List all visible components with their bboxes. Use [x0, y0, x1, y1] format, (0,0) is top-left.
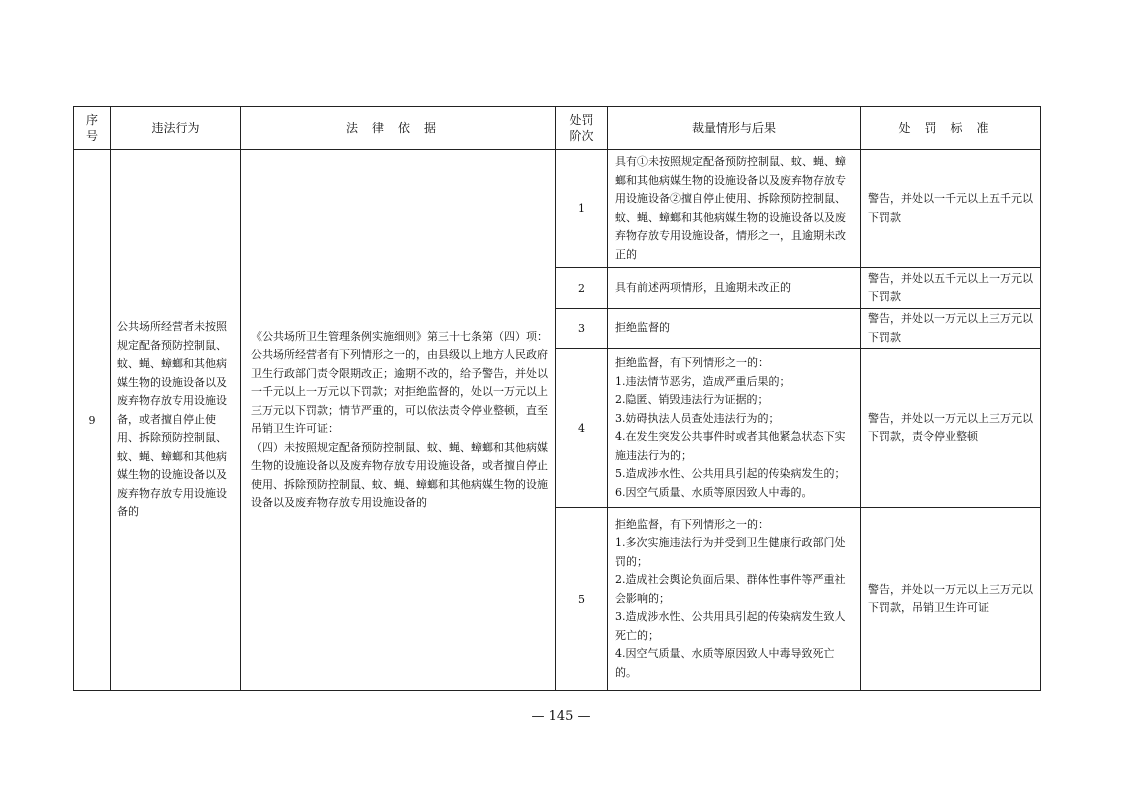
stage-standard: 警告，并处以一万元以上三万元以下罚款，责令停业整顿: [861, 349, 1041, 508]
page-number: — 145 —: [531, 709, 591, 724]
header-circumstances: 裁量情形与后果: [608, 107, 861, 150]
table-row: [74, 150, 1041, 268]
row-seq: 9: [74, 150, 111, 691]
stage-circumstance: 具有前述两项情形，且逾期未改正的: [608, 268, 861, 309]
stage-level: 3: [556, 309, 608, 349]
legal-basis-cell: [241, 150, 556, 691]
legal-basis-para: （四）未按照规定配备预防控制鼠、蚊、蝇、蟑螂和其他病媒生物的设施设备以及废弃物存放专用设施设备，或者擅自停止使用、拆除预防控制鼠、蚊、蝇、蟑螂和其他病媒生物的设施设备以及废弃物存放专用设施设备的: [251, 440, 548, 509]
stage-level: 5: [556, 508, 608, 691]
header-standard: 处罚标准: [861, 107, 1041, 150]
header-row: [74, 107, 1041, 150]
stage-standard: 警告，并处以一万元以上三万元以下罚款，吊销卫生许可证: [861, 508, 1041, 691]
stage-standard: 警告，并处以五千元以上一万元以下罚款: [861, 268, 1041, 309]
stage-level: 2: [556, 268, 608, 309]
header-seq: 序号: [74, 107, 111, 150]
stage-standard: 警告，并处以一万元以上三万元以下罚款: [861, 309, 1041, 349]
stage-circumstance: 具有①未按照规定配备预防控制鼠、蚊、蝇、蟑螂和其他病媒生物的设施设备以及废弃物存放专用设施设备②擅自停止使用、拆除预防控制鼠、蚊、蝇、蟑螂和其他病媒生物的设施设备以及废弃物存放专用设施设备，情形之一，且逾期未改正的: [608, 150, 861, 268]
stage-level: 4: [556, 349, 608, 508]
stage-circumstance: 拒绝监督的: [608, 309, 861, 349]
stage-circumstance: 拒绝监督，有下列情形之一的： 1.多次实施违法行为并受到卫生健康行政部门处罚的； 2.造成社会舆论负面后果、群体性事件等严重社会影响的； 3.造成涉水性、公共用具引起的传染病发生致人死亡的； 4.因空气质量、水质等原因致人中毒导致死亡的。: [608, 508, 861, 691]
stage-circumstance: 拒绝监督，有下列情形之一的： 1.违法情节恶劣，造成严重后果的； 2.隐匿、销毁违法行为证据的； 3.妨碍执法人员查处违法行为的； 4.在发生突发公共事件时或者其他紧急状态下实施违法行为的； 5.造成涉水性、公共用具引起的传染病发生的； 6.因空气质量、水质等原因致人中毒的。: [608, 349, 861, 508]
header-legal-basis: 法律依据: [241, 107, 556, 150]
legal-basis-para: 《公共场所卫生管理条例实施细则》第三十七条第（四）项：公共场所经营者有下列情形之一的，由县级以上地方人民政府卫生行政部门责令限期改正；逾期不改的，给予警告，并处以一千元以上一万元以下罚款；对拒绝监督的，处以一万元以上三万元以下罚款；情节严重的，可以依法责令停业整顿，直至吊销卫生许可证：: [251, 329, 548, 435]
penalty-table: [73, 106, 1033, 691]
header-violation: 违法行为: [111, 107, 241, 150]
violation-cell: 公共场所经营者未按照规定配备预防控制鼠、蚊、蝇、蟑螂和其他病媒生物的设施设备以及废弃物存放专用设施设备，或者擅自停止使用、拆除预防控制鼠、蚊、蝇、蟑螂和其他病媒生物的设施设备以及废弃物存放专用设施设备的: [111, 150, 241, 691]
stage-level: 1: [556, 150, 608, 268]
stage-standard: 警告，并处以一千元以上五千元以下罚款: [861, 150, 1041, 268]
header-stage: 处罚阶次: [556, 107, 608, 150]
